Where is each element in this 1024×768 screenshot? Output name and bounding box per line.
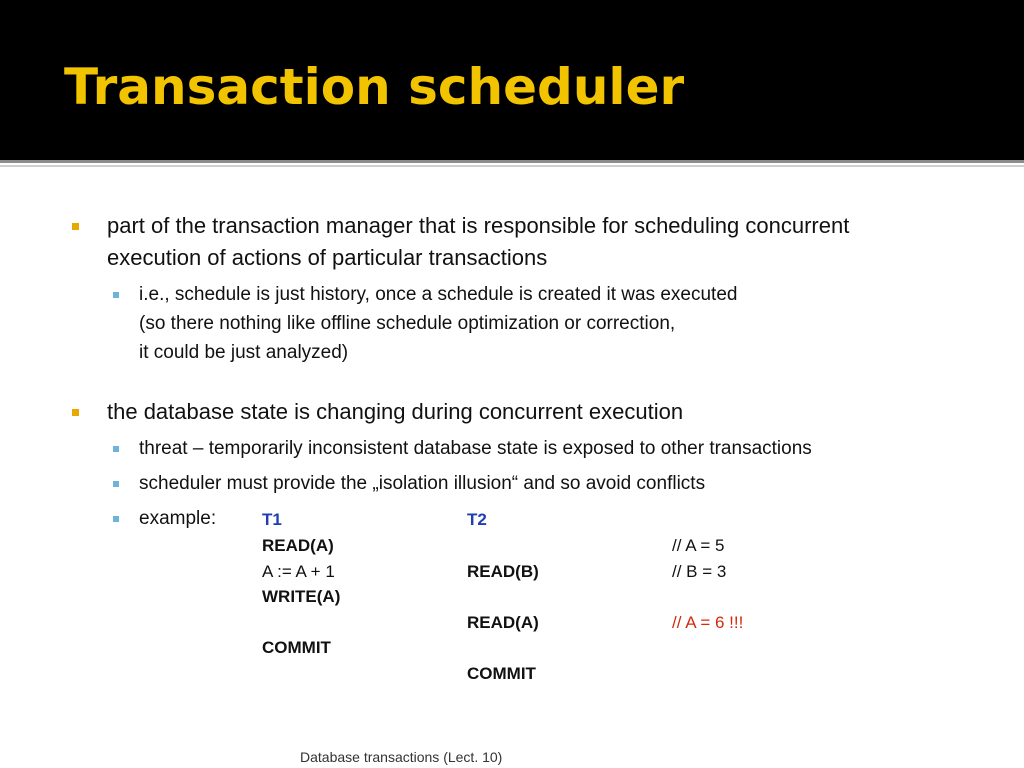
title-bar [0, 0, 1024, 160]
t2-step: COMMIT [467, 664, 536, 683]
bullet-text-line: part of the transaction manager that is responsible for scheduling concurrent [107, 213, 850, 238]
header-divider-secondary [0, 165, 1024, 167]
t1-step: A := A + 1 [262, 562, 335, 581]
t1-step: READ(A) [262, 536, 334, 555]
sub-bullet-text-line: threat – temporarily inconsistent database state is exposed to other transactions [139, 438, 812, 459]
step-comment: // B = 3 [672, 562, 727, 581]
sub-bullet-text-line: (so there nothing like offline schedule optimization or correction, [139, 313, 676, 334]
sub-bullet-marker-square [113, 292, 119, 298]
slide-footer: Database transactions (Lect. 10) [300, 749, 503, 765]
bullet-text-line: the database state is changing during concurrent execution [107, 399, 684, 424]
sub-bullet-text-line: scheduler must provide the „isolation illusion“ and so avoid conflicts [139, 473, 706, 494]
bullet-marker-square [72, 223, 79, 230]
t1-step: COMMIT [262, 638, 331, 657]
sub-bullet-text-line: i.e., schedule is just history, once a schedule is created it was executed [139, 284, 738, 305]
t2-step: READ(B) [467, 562, 539, 581]
sub-bullet-marker-square [113, 481, 119, 487]
example-label: example: [139, 508, 217, 529]
t1-step: WRITE(A) [262, 587, 341, 606]
sub-bullet-marker-square [113, 446, 119, 452]
step-comment-warning: // A = 6 !!! [672, 613, 744, 632]
slide-title: Transaction scheduler [64, 58, 685, 116]
header-divider [0, 160, 1024, 163]
bullet-marker-square [72, 409, 79, 416]
sub-bullet-marker-square [113, 516, 119, 522]
step-comment: // A = 5 [672, 536, 725, 555]
transaction-header-t2: T2 [467, 510, 487, 529]
bullet-text-line: execution of actions of particular transactions [107, 245, 548, 270]
transaction-header-t1: T1 [262, 510, 282, 529]
sub-bullet-text-line: it could be just analyzed) [139, 342, 349, 363]
t2-step: READ(A) [467, 613, 539, 632]
